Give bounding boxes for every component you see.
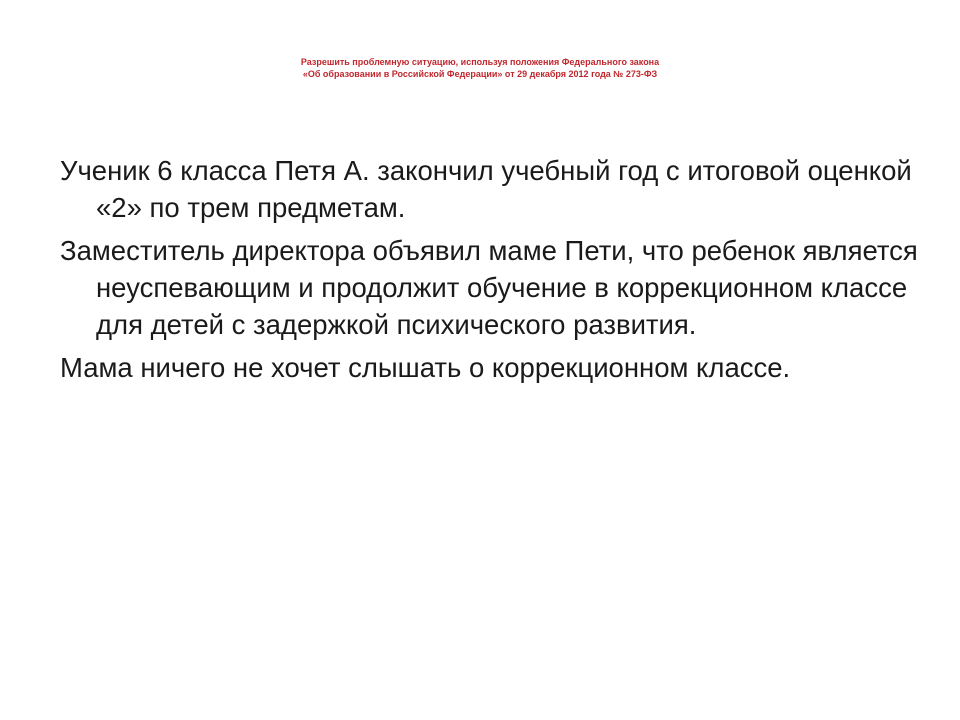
slide-title-line-1: Разрешить проблемную ситуацию, используя положения Федерального закона [300,57,660,67]
slide-body [60,152,920,392]
paragraph-2: Заместитель директора объявил маме Пети, что ребенок является неуспевающим и продолжит обучение в коррекционном классе для детей с задержкой психического развития. [60,235,918,340]
paragraph-1: Ученик 6 класса Петя А. закончил учебный год с итоговой оценкой «2» по трем предметам. [60,155,912,223]
paragraph-3: Мама ничего не хочет слышать о коррекционном классе. [60,352,791,383]
slide-title [160,56,800,80]
slide-title-line-2: «Об образовании в Российской Федерации» от 29 декабря 2012 года № 273-ФЗ [302,69,658,79]
